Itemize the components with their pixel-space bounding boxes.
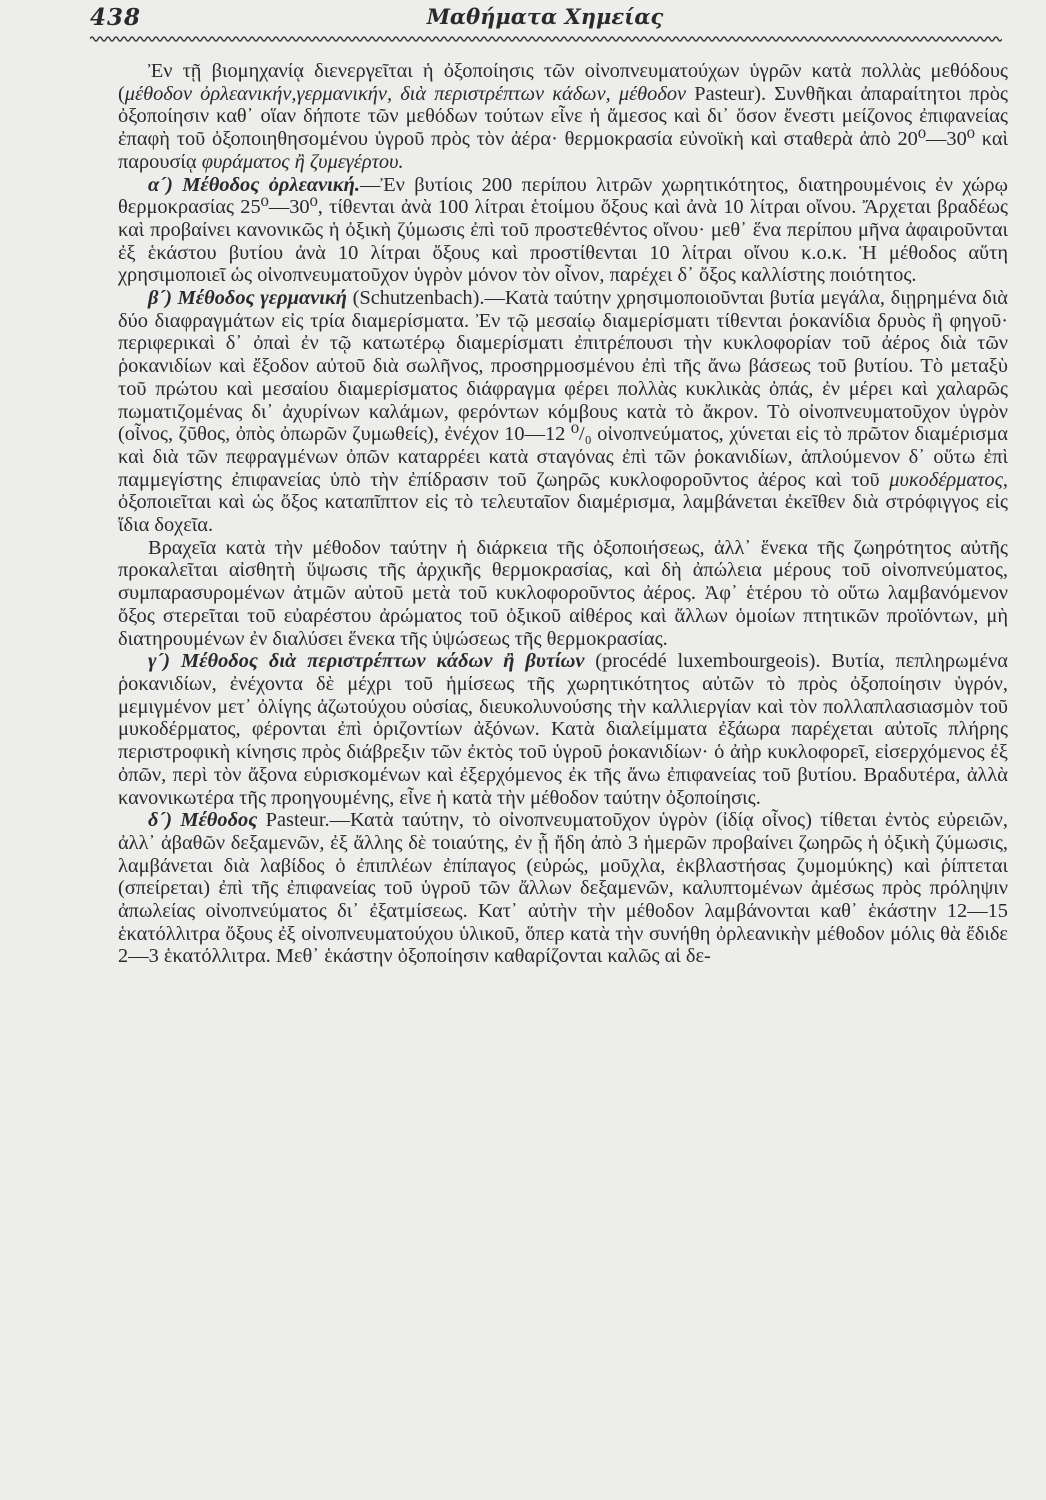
section-heading: β´) Μέθοδος γερμανική	[148, 287, 347, 310]
paragraph-pasteur-method: δ´) Μέθοδος Pasteur.—Κατὰ ταύτην, τὸ οἰνοπνευματοῦχον ὑγρὸν (ἰδίᾳ οἶνος) τίθεται ἐντὸς εὐρειῶν, ἀλλ᾿ ἀβαθῶν δεξαμενῶν, ἐξ ἄλλης δὲ τοιαύτης, ἐν ᾗ ἤδη ἀπὸ 3 ἡμερῶν προβαίνει ζωηρῶς ἡ ὀξικὴ ζύμωσις, λαμβάνεται διὰ λαβίδος ὁ ἐπιπλέων ἐπίπαγος (εὐρώς, μοῦχλα, ἐκβλαστήσας ζυμομύκης) καὶ ῥίπτεται (σπείρεται) ἐπὶ τῆς ἐπιφανείας τοῦ ὑγροῦ τῶν ἄλλων δεξαμενῶν, καλυπτομένων ἀμέσως πρὸς πρόληψιν ἀπωλείας οἰνοπνεύματος δι᾿ ἐξατμίσεως. Κατ᾿ αὐτὴν τὴν μέθοδον λαμβάνονται καθ᾿ ἑκάστην 12—15 ἑκατόλλιτρα ὄξους ἐξ οἰνοπνευματούχου ὑλικοῦ, ὅπερ κατὰ τὴν συνήθη ὀρλεανικὴν μέθοδον μόλις θὰ ἔδιδε 2—3 ἑκατόλλιτρα. Μεθ᾿ ἑκάστην ὀξοποίησιν καθαρίζονται καλῶς αἱ δε-	[118, 809, 1009, 968]
section-heading: γ´) Μέθοδος διὰ περιστρέπτων κάδων ἢ βυτίων	[148, 650, 585, 673]
paragraph-german-method: β´) Μέθοδος γερμανική (Schutzenbach).—Κατὰ ταύτην χρησιμοποιοῦνται βυτία μεγάλα, διῃρημένα διὰ δύο διαφραγμάτων εἰς τρία διαμερίσματα. Ἐν τῷ μεσαίῳ διαμερίσματι τίθενται ῥοκανίδια δρυὸς ἢ φηγοῦ· περιφερικαὶ δ᾿ ὀπαὶ ἐν τῷ κατωτέρῳ διαμερίσματι ἐπιτρέπουσι τὴν κυκλοφορίαν τοῦ ἀέρος διὰ τῶν ῥοκανιδίων καὶ ἔξοδον αὐτοῦ διὰ σωλῆνος, προσηρμοσμένου ἐπὶ τῆς ἄνω βάσεως τοῦ βυτίου. Τὸ μεταξὺ τοῦ πρώτου καὶ μεσαίου διαμερίσματος διάφραγμα φέρει πολλὰς κυκλικὰς ὀπάς, ἐν μέρει καὶ χαλαρῶς πωματιζομένας δι᾿ ἀχυρίνων καλάμων, φερόντων κόμβους κατὰ τὸ ἄκρον. Τὸ οἰνοπνευματοῦχον ὑγρὸν (οἶνος, ζῦθος, ὀπὸς ὀπωρῶν ζυμωθείς), ἐνέχον 10—12 ⁰/₀ οἰνοπνεύματος, χύνεται εἰς τὸ πρῶτον διαμέρισμα καὶ διὰ τῶν πεφραγμένων ὀπῶν καταρρέει κατὰ σταγόνας ἐπὶ τῶν ῥοκανιδίων, ἁπλούμενον δ᾿ οὕτω ἐπὶ παμμεγίστης ἐπιφανείας ὑπὸ τὴν ἐπίδρασιν τοῦ ζωηρῶς κυκλοφοροῦντος ἀέρος καὶ τοῦ μυκοδέρματος, ὀξοποιεῖται καὶ ὡς ὄξος καταπῖπτον εἰς τὸ τελευταῖον διαμέρισμα, λαμβάνεται ἐκεῖθεν διὰ στρόφιγγος εἰς ἴδια δοχεῖα.	[118, 287, 1008, 537]
running-title: Μαθήματα Χημείας	[426, 4, 664, 29]
paragraph-rotating-barrels-method: γ´) Μέθοδος διὰ περιστρέπτων κάδων ἢ βυτίων (procédé luxembourgeois). Βυτία, πεπληρωμένα ῥοκανιδίων, ἐνέχοντα δὲ μέχρι τοῦ ἡμίσεως τῆς χωρητικότητος αὐτῶν τὸ πρὸς ὀξοποίησιν ὑγρόν, μεμιγμένον μετ᾿ ὀλίγης ἀζωτούχου οὐσίας, διευκολυνούσης τὴν καλλιεργίαν καὶ τὸν πολλαπλασιασμὸν τοῦ μυκοδέρματος, φέρονται ἐπὶ ὁριζοντίων ἀξόνων. Κατὰ διαλείμματα ἐξάωρα παρέχεται αὐτοῖς πλήρης περιστροφικὴ κίνησις πρὸς διάβρεξιν τῶν ἐκτὸς τοῦ ὑγροῦ ῥοκανιδίων· ὁ ἀὴρ κυκλοφορεῖ, εἰσερχόμενος ἐξ ὀπῶν, περὶ τὸν ἄξονα εὑρισκομένων καὶ ἐξερχόμενος ἐκ τῆς ἄνω ἐπιφανείας τοῦ βυτίου. Βραδυτέρα, ἀλλὰ κανονικωτέρα τῆς προηγουμένης, εἶνε ἡ κατὰ τὴν μέθοδον ταύτην ὀξοποίησις.	[118, 650, 1008, 809]
paragraph-orleans-method: α´) Μέθοδος ὀρλεανική.—Ἐν βυτίοις 200 περίπου λιτρῶν χωρητικότητος, διατηρουμένοις ἐν χώρῳ θερμοκρασίας 25⁰—30⁰, τίθενται ἀνὰ 100 λίτραι ἑτοίμου ὄξους καὶ ἀνὰ 10 λίτραι οἴνου. Ἄρχεται βραδέως καὶ προβαίνει κανονικῶς ἡ ὀξικὴ ζύμωσις ἐπὶ τοῦ προστεθέντος οἴνου· μεθ᾿ ἕνα περίπου μῆνα ἀφαιροῦνται ἐξ ἑκάστου βυτίου ἀνὰ 10 λίτραι ὄξους καὶ προστίθενται 10 λίτραι οἴνου κ.ο.κ. Ἡ μέθοδος αὕτη χρησιμοποιεῖ ὡς οἰνοπνευματοῦχον ὑγρὸν μόνον τὸν οἶνον, παρέχει δ᾿ ὄξος καλλίστης ποιότητος.	[118, 173, 1008, 287]
body-text	[118, 60, 1008, 968]
section-heading: α´) Μέθοδος ὀρλεανική.	[148, 173, 360, 196]
section-heading: δ´) Μέθοδος	[148, 809, 258, 832]
page-number: 438	[90, 4, 142, 31]
decorative-wavy-rule	[90, 34, 1002, 44]
paragraph-german-remarks: Βραχεῖα κατὰ τὴν μέθοδον ταύτην ἡ διάρκεια τῆς ὀξοποιήσεως, ἀλλ᾿ ἕνεκα τῆς ζωηρότητος αὐτῆς προκαλεῖται αἰσθητὴ ὕψωσις τῆς ἀρχικῆς θερμοκρασίας, καὶ δὴ ἀπώλεια μέρους τοῦ οἰνοπνεύματος, συμπαρασυρομένων ἀτμῶν αὐτοῦ μετὰ τοῦ κυκλοφοροῦντος ἀέρος. Ἀφ᾿ ἑτέρου τὸ οὕτω λαμβανόμενον ὄξος στερεῖται τοῦ εὐαρέστου ἀρώματος τοῦ ὀξικοῦ αἰθέρος καὶ ἄλλων ὁμοίων πτητικῶν προϊόντων, μὴ διατηρουμένων ἐν διαλύσει ἕνεκα τῆς ὑψώσεως τῆς θερμοκρασίας.	[118, 536, 1008, 650]
paragraph-intro: Ἐν τῇ βιομηχανίᾳ διενεργεῖται ἡ ὀξοποίησις τῶν οἰνοπνευματούχων ὑγρῶν κατὰ πολλὰς μεθόδους (μέθοδον ὀρλεανικήν,γερμανικήν, διὰ περιστρέπτων κάδων, μέθοδον Pasteur). Συνθῆκαι ἀπαραίτητοι πρὸς ὀξοποίησιν καθ᾿ οἵαν δήποτε τῶν μεθόδων τούτων εἶνε ἡ ἄμεσος καὶ δι᾿ ὅσον ἔνεστι μείζονος ἐπιφανείας ἐπαφὴ τοῦ ὀξοποιηθησομένου ὑγροῦ πρὸς τὸν ἀέρα· θερμοκρασία εὐνοϊκὴ καὶ σταθερὰ ἀπὸ 20⁰—30⁰ καὶ παρουσίᾳ φυράματος ἢ ζυμεγέρτου.	[118, 60, 1008, 173]
page-header	[90, 4, 1000, 34]
